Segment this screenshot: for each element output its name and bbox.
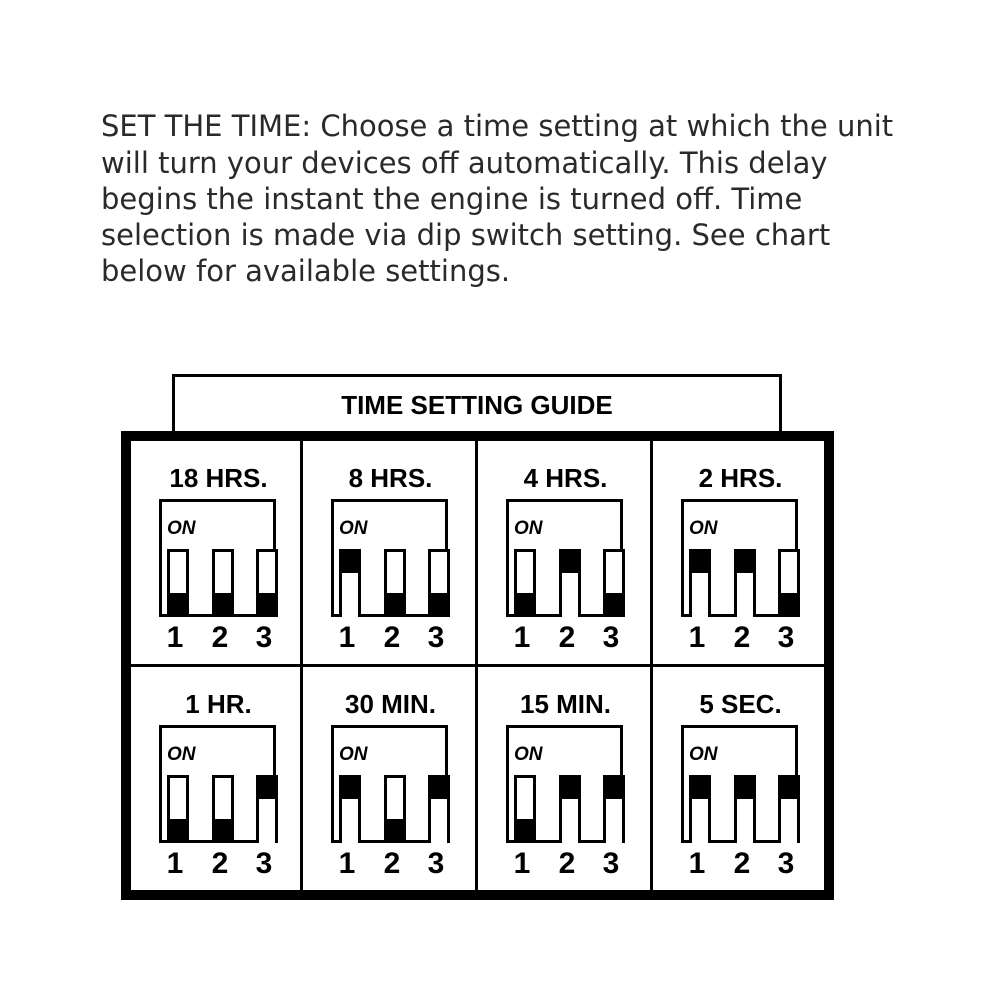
switch-number: 1 [688,847,706,880]
dip-switch-3 [778,775,800,843]
instructions-body: will turn your devices off automatically. This delay begins the instant the engine is turned off. Time selection is made via dip switch setting. See chart below for available settings. [101,146,831,288]
dip-switch-2 [734,549,756,617]
switch-knob-off [212,819,234,843]
switch-knob-on [339,549,361,573]
dip-switch-1 [689,549,711,617]
switch-number: 2 [733,847,751,880]
dip-switch-3 [428,775,450,843]
dip-switch-1 [167,549,189,617]
dip-switch-2 [212,775,234,843]
dip-switch-block [506,725,623,843]
switch-number: 2 [211,621,229,654]
dip-switch-2 [559,775,581,843]
switch-knob-on [428,775,450,799]
switch-knob-off [167,593,189,617]
switch-number: 2 [733,621,751,654]
switch-number: 2 [383,847,401,880]
dip-switch-3 [428,549,450,617]
switch-number: 1 [166,621,184,654]
switch-knob-off [514,819,536,843]
switch-number: 3 [427,621,445,654]
on-label: ON [689,518,718,539]
switch-number: 1 [338,621,356,654]
dip-switch-1 [514,775,536,843]
dip-switch-2 [734,775,756,843]
setting-label: 8 HRS. [348,463,433,493]
switch-numbers [681,847,798,887]
on-label: ON [514,518,543,539]
switch-number: 2 [558,621,576,654]
switch-number: 3 [777,847,795,880]
dip-switch-block [506,499,623,617]
setting-cell [303,441,478,666]
switch-number: 3 [777,621,795,654]
setting-label: 4 HRS. [523,463,608,493]
switch-knob-on [734,775,756,799]
switch-number: 3 [602,621,620,654]
switch-number: 1 [513,621,531,654]
switch-number: 2 [211,847,229,880]
on-label: ON [167,744,196,765]
on-label: ON [689,744,718,765]
setting-label: 2 HRS. [698,463,783,493]
switch-numbers [506,621,623,661]
setting-label: 1 HR. [185,689,252,719]
switch-numbers [159,621,276,661]
switch-knob-on [734,549,756,573]
on-label: ON [339,518,368,539]
dip-switch-1 [514,549,536,617]
dip-switch-2 [212,549,234,617]
on-label: ON [167,518,196,539]
switch-knob-on [559,549,581,573]
setting-label: 15 MIN. [519,689,612,719]
dip-switch-3 [603,775,625,843]
switch-number: 2 [558,847,576,880]
switch-number: 2 [383,621,401,654]
switch-number: 3 [602,847,620,880]
dip-switch-block [159,725,276,843]
dip-switch-1 [339,549,361,617]
dip-switch-2 [384,549,406,617]
switch-knob-on [603,775,625,799]
switch-number: 3 [255,847,273,880]
dip-switch-1 [167,775,189,843]
switch-number: 1 [338,847,356,880]
guide-title: TIME SETTING GUIDE [172,374,782,433]
instructions [101,108,921,289]
dip-switch-3 [256,775,278,843]
switch-knob-on [689,549,711,573]
switch-numbers [681,621,798,661]
dip-switch-block [331,725,448,843]
setting-cell [303,667,478,892]
switch-knob-on [256,775,278,799]
switch-knob-on [559,775,581,799]
dip-switch-block [681,725,798,843]
setting-cell [653,441,828,666]
setting-label: 5 SEC. [699,689,782,719]
switch-knob-on [339,775,361,799]
switch-number: 1 [513,847,531,880]
dip-switch-1 [339,775,361,843]
switch-knob-on [778,775,800,799]
time-setting-grid [121,431,834,900]
switch-number: 1 [166,847,184,880]
dip-switch-block [331,499,448,617]
switch-number: 3 [255,621,273,654]
switch-number: 1 [688,621,706,654]
dip-switch-3 [256,549,278,617]
dip-switch-3 [603,549,625,617]
setting-label: 30 MIN. [344,689,437,719]
instructions-line-1: SET THE TIME: Choose a time setting at which the unit [101,109,894,143]
dip-switch-3 [778,549,800,617]
setting-cell [131,667,306,892]
switch-knob-on [689,775,711,799]
switch-numbers [331,621,448,661]
on-label: ON [339,744,368,765]
switch-knob-off [167,819,189,843]
dip-switch-2 [384,775,406,843]
setting-cell [478,441,653,666]
dip-switch-block [159,499,276,617]
setting-cell [131,441,306,666]
dip-switch-2 [559,549,581,617]
switch-numbers [506,847,623,887]
setting-cell [478,667,653,892]
switch-numbers [159,847,276,887]
switch-knob-off [384,593,406,617]
dip-switch-1 [689,775,711,843]
switch-numbers [331,847,448,887]
switch-number: 3 [427,847,445,880]
switch-knob-off [514,593,536,617]
on-label: ON [514,744,543,765]
setting-cell [653,667,828,892]
switch-knob-off [603,593,625,617]
switch-knob-off [256,593,278,617]
setting-label: 18 HRS. [169,463,268,493]
dip-switch-block [681,499,798,617]
switch-knob-off [384,819,406,843]
switch-knob-off [212,593,234,617]
switch-knob-off [428,593,450,617]
switch-knob-off [778,593,800,617]
